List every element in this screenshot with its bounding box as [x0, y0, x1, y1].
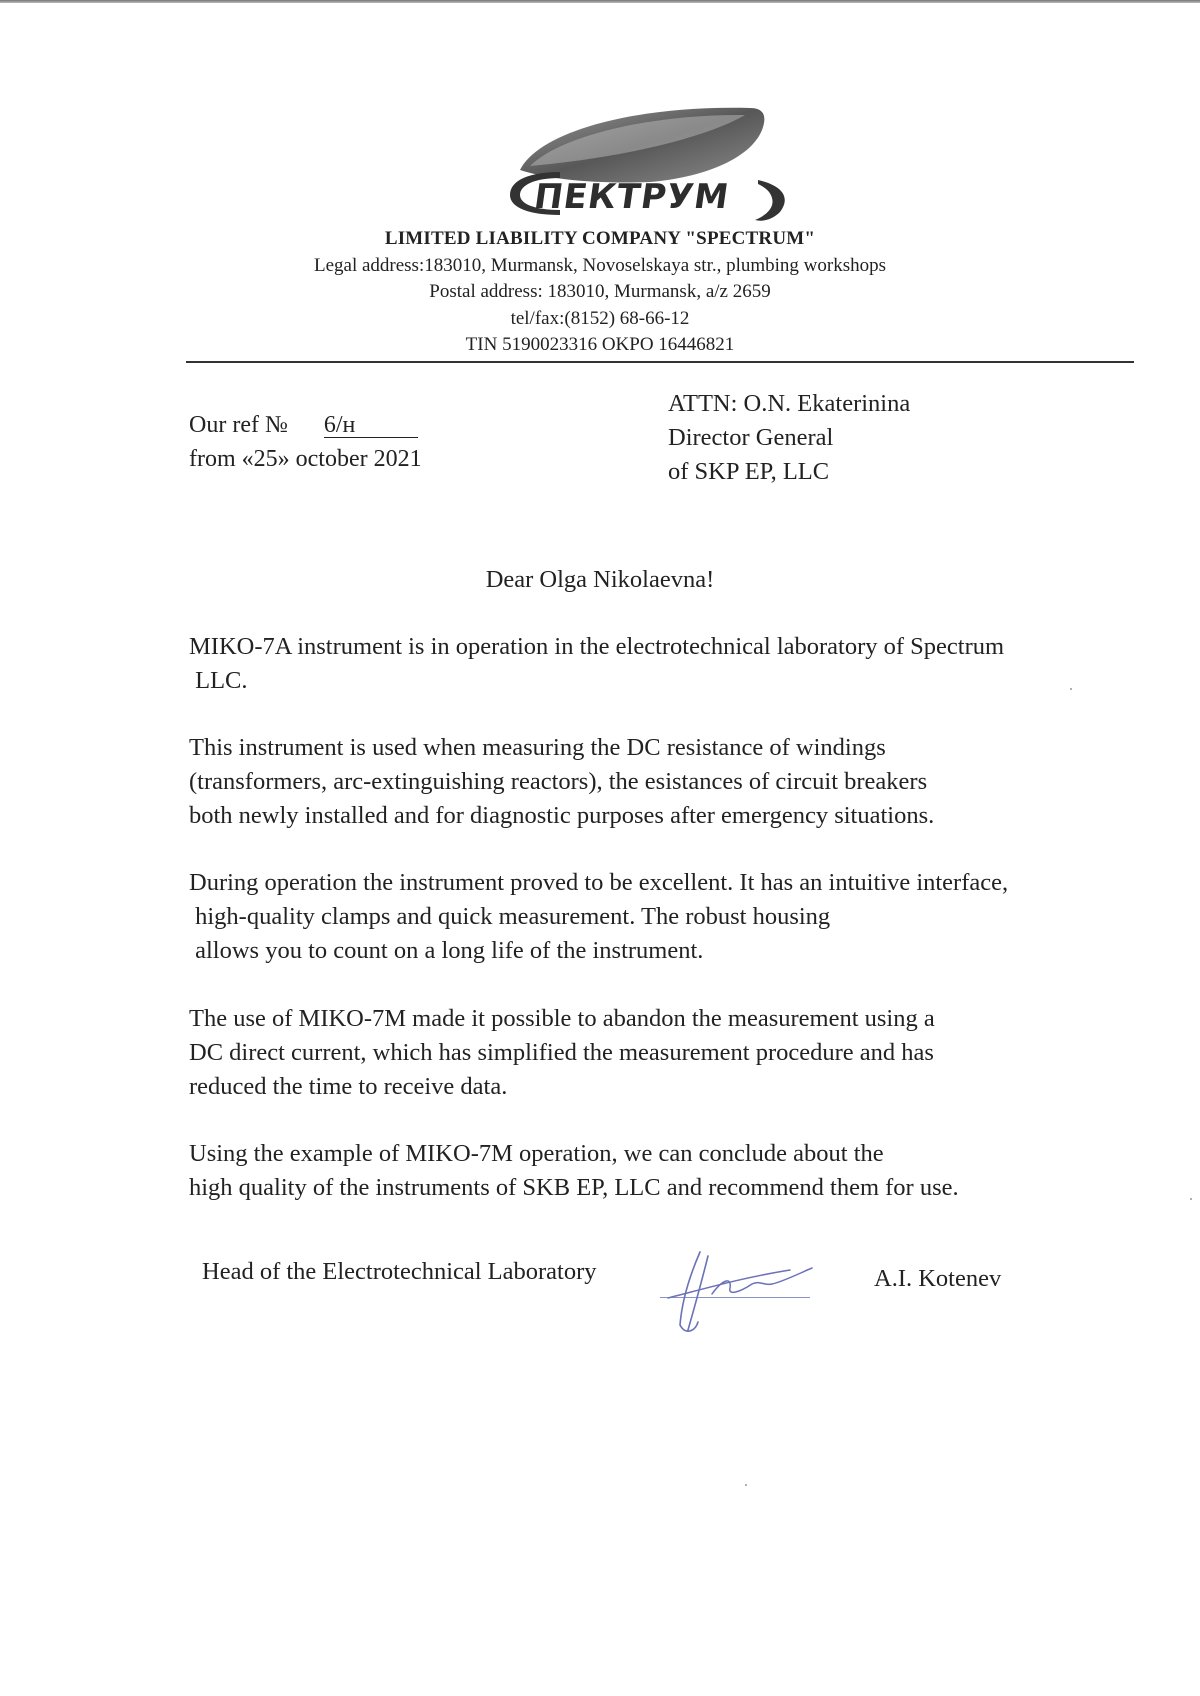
reference-number: 6/н [324, 413, 418, 438]
addressee-block [668, 387, 910, 489]
company-name: LIMITED LIABILITY COMPANY "SPECTRUM" [384, 228, 816, 249]
company-ids: TIN 5190023316 OKPO 16446821 [465, 334, 735, 355]
reference-label: Our ref № [189, 412, 288, 438]
addressee-organization: of SKP EP, LLC [668, 458, 830, 485]
tel-fax: tel/fax:(8152) 68-66-12 [510, 307, 690, 329]
paragraph-1: MIKO-7A instrument is in operation in the electrotechnical laboratory of Spectrum LLC. [189, 633, 1005, 694]
paragraph-3: During operation the instrument proved to be excellent. It has an intuitive interface, high-quality clamps and quick measurement. The robust housing allows you to count on a long life of the instrument. [189, 869, 1009, 964]
legal-address: Legal address:183010, Murmansk, Novoselskaya str., plumbing workshops [313, 254, 887, 276]
postal-address: Postal address: 183010, Murmansk, a/z 2659 [429, 281, 771, 302]
reference-block [189, 408, 422, 476]
scan-speck [1070, 688, 1072, 690]
letterhead-divider [186, 361, 1134, 363]
spectrum-logo [500, 100, 810, 225]
addressee-attn: ATTN: O.N. Ekaterinina [668, 390, 911, 417]
signatory-name: A.I. Kotenev [874, 1265, 1002, 1292]
scan-speck [1190, 1198, 1192, 1200]
letterhead [0, 226, 1200, 359]
handwritten-signature [660, 1240, 840, 1340]
paragraph-4: The use of MIKO-7M made it possible to abandon the measurement using a DC direct current, which has simplified the measurement procedure and has reduced the time to receive data. [189, 1005, 935, 1100]
reference-date: from «25» october 2021 [189, 446, 422, 472]
logo-wordmark: ПЕКТРУМ [531, 177, 732, 217]
salutation: Dear Olga Nikolaevna! [485, 566, 715, 593]
addressee-position: Director General [668, 424, 834, 451]
paragraph-5: Using the example of MIKO-7M operation, we can conclude about the high quality of the instruments of SKB EP, LLC and recommend them for use. [189, 1140, 959, 1201]
scan-top-edge [0, 0, 1200, 3]
signatory-title: Head of the Electrotechnical Laboratory [202, 1258, 597, 1285]
scan-speck [745, 1484, 747, 1486]
paragraph-2: This instrument is used when measuring the DC resistance of windings (transformers, arc-extinguishing reactors), the esistances of circuit breakers both newly installed and for diagnostic purposes after emergency situations. [189, 734, 935, 829]
